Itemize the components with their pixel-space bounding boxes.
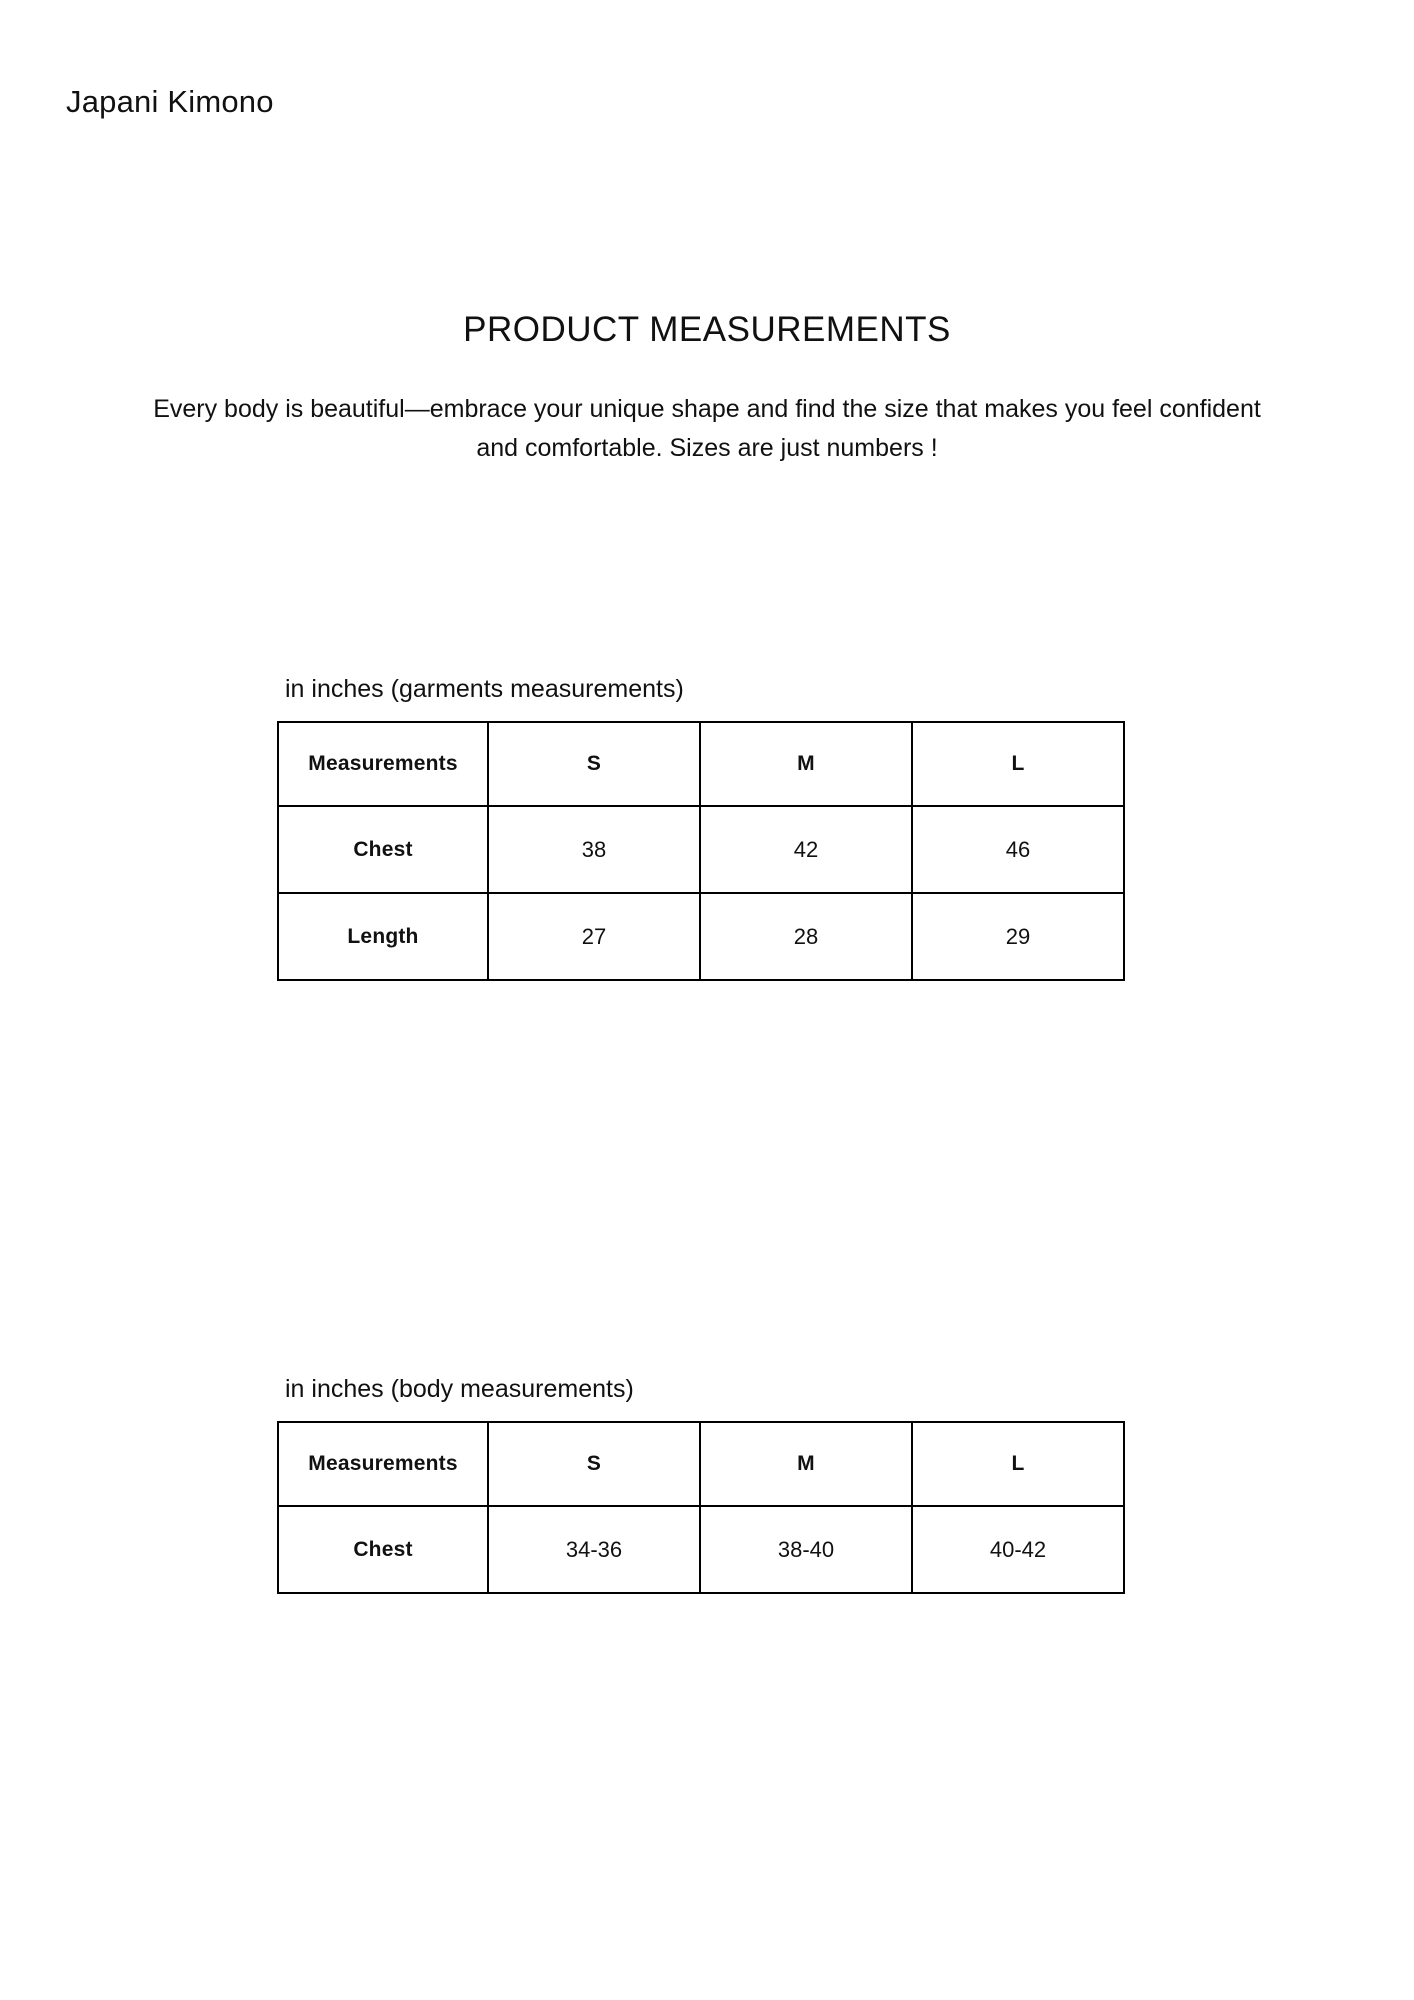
garments-measurements-section — [277, 675, 1147, 981]
column-header-s: S — [488, 722, 700, 806]
table-header-row — [278, 1422, 1124, 1506]
column-header-measurements: Measurements — [278, 1422, 488, 1506]
body-measurements-table — [277, 1421, 1125, 1594]
body-table-caption: in inches (body measurements) — [285, 1375, 634, 1403]
column-header-l: L — [912, 722, 1124, 806]
row-label-chest: Chest — [278, 806, 488, 893]
body-measurements-section — [277, 1375, 1147, 1594]
intro-paragraph: Every body is beautiful—embrace your unique shape and find the size that makes you feel confident and comfortable. Sizes are just numbers ! — [153, 395, 1261, 462]
brand-name: Japani Kimono — [66, 84, 274, 119]
page-title: PRODUCT MEASUREMENTS — [463, 310, 951, 349]
table-row — [278, 806, 1124, 893]
garments-table-caption: in inches (garments measurements) — [285, 675, 684, 703]
cell-chest-s: 38 — [488, 806, 700, 893]
cell-length-s: 27 — [488, 893, 700, 980]
garments-measurements-table — [277, 721, 1125, 981]
cell-chest-l: 46 — [912, 806, 1124, 893]
cell-chest-s: 34-36 — [488, 1506, 700, 1593]
table-row — [278, 1506, 1124, 1593]
cell-chest-l: 40-42 — [912, 1506, 1124, 1593]
column-header-m: M — [700, 722, 912, 806]
table-row — [278, 893, 1124, 980]
row-label-chest: Chest — [278, 1506, 488, 1593]
column-header-m: M — [700, 1422, 912, 1506]
cell-chest-m: 42 — [700, 806, 912, 893]
cell-length-m: 28 — [700, 893, 912, 980]
table-header-row — [278, 722, 1124, 806]
column-header-s: S — [488, 1422, 700, 1506]
column-header-l: L — [912, 1422, 1124, 1506]
row-label-length: Length — [278, 893, 488, 980]
cell-chest-m: 38-40 — [700, 1506, 912, 1593]
column-header-measurements: Measurements — [278, 722, 488, 806]
cell-length-l: 29 — [912, 893, 1124, 980]
